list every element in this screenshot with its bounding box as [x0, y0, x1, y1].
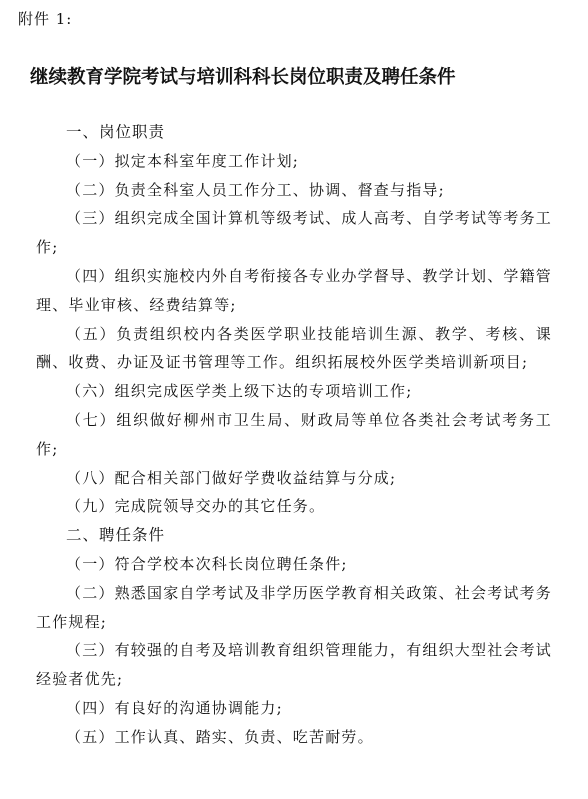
- attachment-label: 附件 1:: [18, 10, 73, 28]
- section-heading-qualifications: 二、聘任条件: [66, 526, 166, 545]
- qualification-item: （四）有良好的沟通协调能力;: [66, 698, 283, 717]
- duty-item: （二）负责全科室人员工作分工、协调、督查与指导;: [66, 180, 445, 199]
- document-body: [36, 118, 552, 752]
- duty-item: （八）配合相关部门做好学费收益结算与分成;: [66, 468, 397, 487]
- qualification-item: （五）工作认真、踏实、负责、吃苦耐劳。: [66, 727, 374, 746]
- duty-item: （六）组织完成医学类上级下达的专项培训工作;: [66, 382, 413, 401]
- duty-item: （七）组织做好柳州市卫生局、财政局等单位各类社会考试考务工作;: [36, 410, 552, 458]
- duty-item: （三）组织完成全国计算机等级考试、成人高考、自学考试等考务工作;: [36, 209, 553, 257]
- qualification-item: （三）有较强的自考及培训教育组织管理能力，有组织大型社会考试经验者优先;: [36, 641, 553, 689]
- section-heading-duties: 一、岗位职责: [66, 123, 166, 141]
- duty-item: （五）负责组织校内各类医学职业技能培训生源、教学、考核、课酬、收费、办证及证书管理等工作。组织拓展校外医学类培训新项目;: [36, 324, 552, 372]
- document-title: 继续教育学院考试与培训科科长岗位职责及聘任条件: [30, 67, 456, 88]
- duty-item: （四）组织实施校内外自考衔接各专业办学督导、教学计划、学籍管理、毕业审核、经费结算等;: [36, 266, 553, 314]
- qualification-item: （二）熟悉国家自学考试及非学历医学教育相关政策、社会考试考务工作规程;: [36, 583, 553, 631]
- duty-item: （九）完成院领导交办的其它任务。: [66, 497, 326, 516]
- duty-item: （一）拟定本科室年度工作计划;: [66, 151, 300, 170]
- qualification-item: （一）符合学校本次科长岗位聘任条件;: [66, 554, 348, 573]
